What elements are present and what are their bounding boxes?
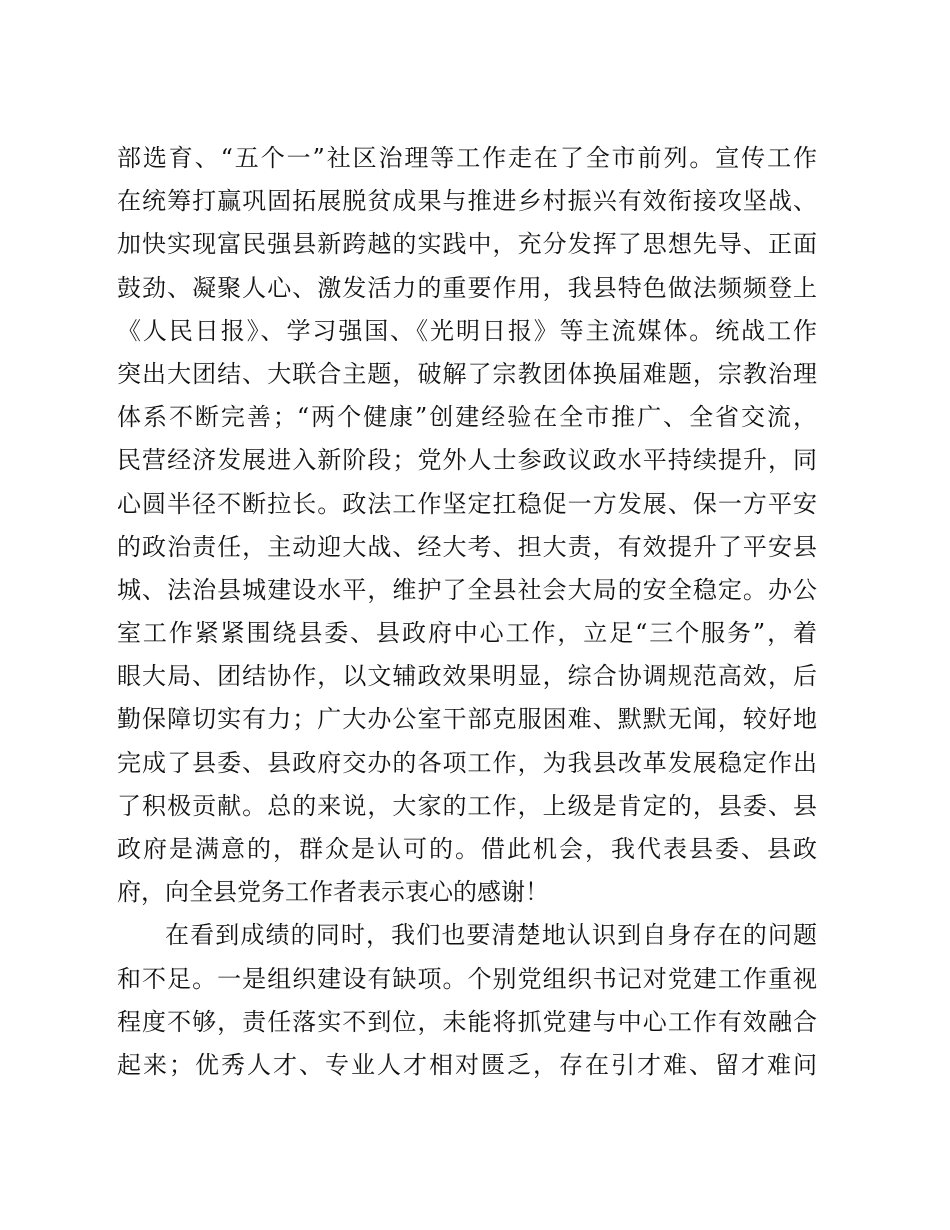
text-line: 的政治责任，主动迎大战、经大考、担大责，有效提升了平安县 — [117, 532, 817, 561]
text-line: 体系不断完善；“两个健康”创建经验在全市推广、全省交流， — [117, 403, 817, 432]
text-line: 《人民日报》、学习强国、《光明日报》等主流媒体。统战工作 — [117, 316, 817, 345]
body-text — [117, 137, 817, 1087]
text-line: 政府是满意的，群众是认可的。借此机会，我代表县委、县政 — [117, 835, 817, 863]
text-line: 勤保障切实有力；广大办公室干部克服困难、默默无闻，较好地 — [117, 705, 817, 734]
text-line: 加快实现富民强县新跨越的实践中，充分发挥了思想先导、正面 — [117, 230, 817, 259]
text-line: 民营经济发展进入新阶段；党外人士参政议政水平持续提升，同 — [117, 446, 817, 475]
text-line: 和不足。一是组织建设有缺项。个别党组织书记对党建工作重视 — [117, 964, 817, 993]
text-line: 心圆半径不断拉长。政法工作坚定扛稳促一方发展、保一方平安 — [117, 489, 817, 518]
text-line: 眼大局、团结协作，以文辅政效果明显，综合协调规范高效，后 — [117, 662, 817, 691]
text-line: 程度不够，责任落实不到位，未能将抓党建与中心工作有效融合 — [117, 1007, 817, 1036]
text-line: 突出大团结、大联合主题，破解了宗教团体换届难题，宗教治理 — [117, 359, 817, 388]
text-line: 室工作紧紧围绕县委、县政府中心工作，立足“三个服务”，着 — [117, 619, 817, 648]
text-line: 城、法治县城建设水平，维护了全县社会大局的安全稳定。办公 — [117, 575, 817, 604]
paragraph-end-line: 府，向全县党务工作者表示衷心的感谢！ — [117, 878, 549, 907]
paragraph-first-line: 在看到成绩的同时，我们也要清楚地认识到自身存在的问题 — [165, 921, 817, 950]
text-line: 鼓劲、凝聚人心、激发活力的重要作用，我县特色做法频频登上 — [117, 273, 817, 302]
text-line: 完成了县委、县政府交办的各项工作，为我县改革发展稳定作出 — [117, 748, 817, 777]
text-line: 了积极贡献。总的来说，大家的工作，上级是肯定的，县委、县 — [117, 791, 817, 820]
text-line: 起来；优秀人才、专业人才相对匮乏，存在引才难、留才难问 — [117, 1050, 817, 1079]
text-line: 在统筹打赢巩固拓展脱贫成果与推进乡村振兴有效衔接攻坚战、 — [117, 187, 817, 216]
text-line: 部选育、“五个一”社区治理等工作走在了全市前列。宣传工作 — [117, 144, 817, 172]
